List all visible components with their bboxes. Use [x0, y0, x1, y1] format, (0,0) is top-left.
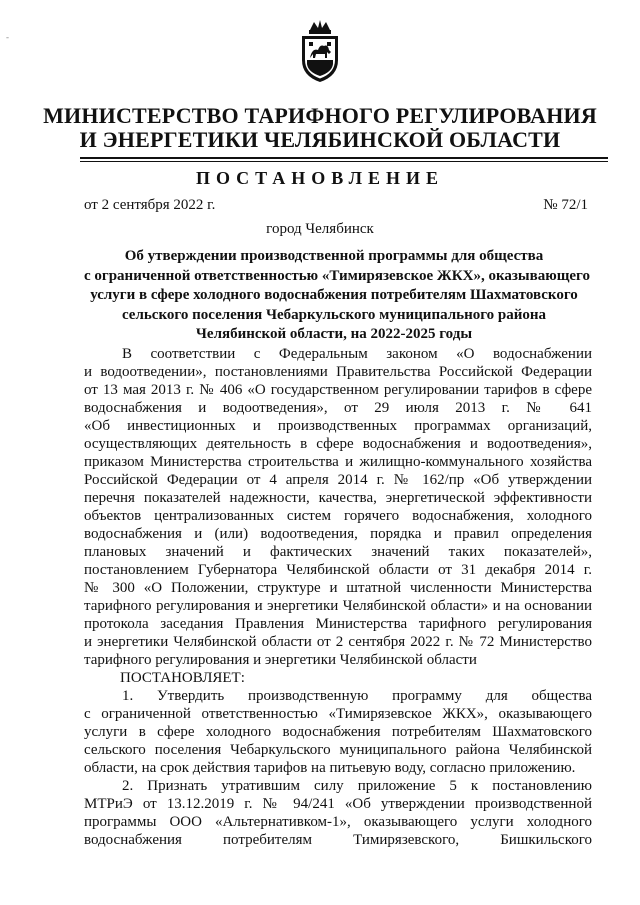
margin-mark: -: [6, 32, 9, 42]
header-divider: [80, 157, 608, 159]
body-line: водоснабжения и (или) водоотведения, порядка и правил определения: [84, 526, 592, 542]
item1-line: сельского поселения Чебаркульского муниципального района Челябинской: [84, 742, 592, 758]
subject-line: Челябинской области, на 2022-2025 годы: [195, 326, 473, 342]
item2-line: 2. Признать утратившим силу приложение 5 к постановлению: [122, 778, 592, 794]
body-line: объектов централизованных систем горячего водоснабжения, холодного: [84, 508, 592, 524]
ministry-name-line2: И ЭНЕРГЕТИКИ ЧЕЛЯБИНСКОЙ ОБЛАСТИ: [79, 127, 561, 152]
body-line: приказом Министерства строительства и жилищно-коммунального хозяйства: [84, 454, 592, 470]
document-number: № 72/1: [543, 197, 588, 213]
document-body: [84, 345, 592, 849]
body-line: «Об инвестиционных и производственных программах организаций,: [84, 418, 592, 434]
document-type-title: ПОСТАНОВЛЕНИЕ: [195, 168, 445, 188]
body-line: протокола заседания Правления Министерства тарифного регулирования: [84, 616, 592, 632]
coat-of-arms-emblem: [296, 20, 344, 84]
body-line: плановых значений и фактических значений таких показателей»,: [84, 544, 592, 560]
document-subject: [84, 247, 590, 345]
document-date: от 2 сентября 2022 г.: [84, 197, 216, 213]
resolves-heading: ПОСТАНОВЛЯЕТ:: [120, 670, 245, 686]
item2-line: программы ООО «Альтернативком-1», оказывающего услуги холодного: [84, 814, 592, 830]
body-line: водоснабжения и водоотведения», от 29 июля 2013 г. № 641: [84, 400, 592, 416]
body-line: постановлением Губернатора Челябинской области от 31 декабря 2014 г.: [84, 562, 592, 578]
item2-line: МТРиЭ от 13.12.2019 г. № 94/241 «Об утверждении производственной: [84, 796, 592, 812]
body-line: осуществляющих деятельность в сфере водоснабжения и водоотведения»,: [84, 436, 592, 452]
item1-line: с ограниченной ответственностью «Тимирязевское ЖКХ», оказывающего: [84, 706, 592, 722]
body-line: тарифного регулирования и энергетики Челябинской области» и на основании: [84, 598, 592, 614]
body-line: тарифного регулирования и энергетики Челябинской области: [84, 652, 477, 668]
body-line: В соответствии с Федеральным законом «О водоснабжении: [122, 346, 592, 362]
item2-line: водоснабжения потребителям Тимирязевского, Бишкильского: [84, 832, 592, 848]
body-line: от 13 мая 2013 г. № 406 «О государственном регулировании тарифов в сфере: [84, 382, 592, 398]
body-line: и водоотведении», постановлениями Правительства Российской Федерации: [84, 364, 592, 380]
ministry-name-line1: МИНИСТЕРСТВО ТАРИФНОГО РЕГУЛИРОВАНИЯ: [43, 103, 597, 128]
body-line: и энергетики Челябинской области от 2 сентября 2022 г. № 72 Министерство: [84, 634, 592, 650]
item1-line: области, на срок действия тарифов на питьевую воду, согласно приложению.: [84, 760, 576, 776]
header-divider-thin: [80, 161, 608, 162]
subject-line: Об утверждении производственной программы для общества: [124, 248, 544, 264]
item1-line: услуги в сфере холодного водоснабжения потребителям Шахматовского: [84, 724, 592, 740]
subject-line: с ограниченной ответственностью «Тимирязевское ЖКХ», оказывающего: [84, 267, 590, 284]
body-line: Российской Федерации от 4 апреля 2014 г. № 162/пр «Об утверждении: [84, 472, 592, 488]
subject-line: услуги в сфере холодного водоснабжения потребителям Шахматовского: [90, 287, 578, 303]
body-line: № 300 «О Положении, структуре и штатной численности Министерства: [84, 580, 592, 596]
body-line: перечня показателей надежности, качества, энергетической эффективности: [84, 490, 592, 506]
document-city: город Челябинск: [266, 221, 374, 237]
subject-line: сельского поселения Чебаркульского муниципального района: [121, 306, 547, 323]
item1-line: 1. Утвердить производственную программу для общества: [122, 688, 592, 704]
